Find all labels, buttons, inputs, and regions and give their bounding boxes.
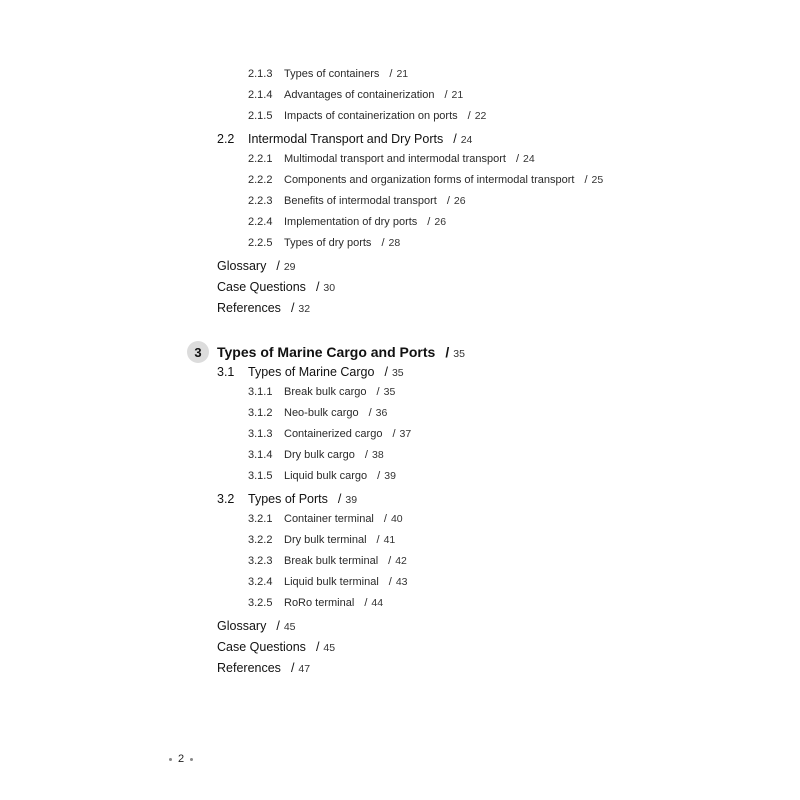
toc-entry[interactable]: 2.1.4 Advantages of containerization / 21 (248, 89, 464, 101)
section-title: Intermodal Transport and Dry Ports (248, 132, 444, 146)
toc-entry[interactable]: 2.1.3 Types of containers / 21 (248, 68, 409, 80)
entry-number: 2.2.4 (248, 216, 273, 228)
section-page: 39 (345, 494, 358, 506)
toc-entry[interactable]: 2.2.4 Implementation of dry ports / 26 (248, 216, 447, 228)
section-number: 3.2 (217, 492, 235, 506)
entry-number: 2.2.5 (248, 237, 273, 249)
entry-page: 45 (283, 621, 296, 633)
entry-number: 3.2.3 (248, 555, 273, 567)
toc-misc-entry[interactable]: Glossary / 45 (217, 619, 296, 633)
entry-title: Types of containers (284, 68, 380, 80)
entry-page: 26 (434, 216, 447, 228)
entry-page: 44 (371, 597, 384, 609)
section-title: Types of Ports (248, 492, 328, 506)
toc-chapter[interactable]: Types of Marine Cargo and Ports / 35 (217, 344, 465, 360)
entry-title: Dry bulk cargo (284, 449, 355, 461)
toc-misc-entry[interactable]: Case Questions / 30 (217, 280, 336, 294)
entry-page: 21 (451, 89, 464, 101)
entry-number: 2.2.2 (248, 174, 273, 186)
toc-entry[interactable]: 3.2.5 RoRo terminal / 44 (248, 597, 384, 609)
entry-page: 45 (323, 642, 336, 654)
toc-section[interactable]: 2.2 Intermodal Transport and Dry Ports / 24 (217, 132, 473, 146)
entry-number: 3.2.5 (248, 597, 273, 609)
page-footer (163, 753, 199, 765)
toc-misc-entry[interactable]: References / 32 (217, 301, 311, 315)
toc-section[interactable]: 3.2 Types of Ports / 39 (217, 492, 358, 506)
entry-title: Glossary (217, 259, 267, 273)
footer-dot-right (190, 758, 193, 761)
section-page: 24 (460, 134, 473, 146)
toc-entry[interactable]: 2.2.3 Benefits of intermodal transport / 26 (248, 195, 466, 207)
entry-title: References (217, 301, 281, 315)
entry-title: Dry bulk terminal (284, 534, 367, 546)
toc-entry[interactable]: 3.1.5 Liquid bulk cargo / 39 (248, 470, 396, 482)
toc-misc-entry[interactable]: Glossary / 29 (217, 259, 296, 273)
entry-title: RoRo terminal (284, 597, 355, 609)
section-page: 35 (391, 367, 404, 379)
entry-title: Liquid bulk cargo (284, 470, 368, 482)
entry-number: 2.2.1 (248, 153, 273, 165)
entry-number: 3.1.1 (248, 386, 273, 398)
toc-entry[interactable]: 3.2.4 Liquid bulk terminal / 43 (248, 576, 408, 588)
entry-title: Case Questions (217, 640, 306, 654)
entry-page: 42 (395, 555, 407, 567)
entry-title: Liquid bulk terminal (284, 576, 379, 588)
toc-entry[interactable]: 2.1.5 Impacts of containerization on ports / 22 (248, 110, 487, 122)
entry-page: 32 (298, 303, 311, 315)
entry-page: 41 (383, 534, 396, 546)
toc-misc-entry[interactable]: References / 47 (217, 661, 311, 675)
entry-title: Break bulk cargo (284, 386, 367, 398)
toc-entry[interactable]: 2.2.1 Multimodal transport and intermodal transport / 24 (248, 153, 535, 165)
entry-title: Implementation of dry ports (284, 216, 418, 228)
footer-page-number: 2 (178, 753, 185, 765)
entry-page: 37 (399, 428, 412, 440)
entry-number: 3.1.5 (248, 470, 273, 482)
entry-number: 2.1.4 (248, 89, 273, 101)
entry-title: Glossary (217, 619, 267, 633)
chapter-title: Types of Marine Cargo and Ports (217, 344, 436, 360)
toc-entry[interactable]: 2.2.5 Types of dry ports / 28 (248, 237, 401, 249)
chapter-page: 35 (453, 348, 465, 360)
entry-title: Container terminal (284, 513, 374, 525)
entry-page: 43 (395, 576, 408, 588)
toc-entry[interactable]: 3.1.4 Dry bulk cargo / 38 (248, 449, 384, 461)
entry-number: 3.2.4 (248, 576, 273, 588)
entry-title: Impacts of containerization on ports (284, 110, 458, 122)
entry-page: 36 (375, 407, 388, 419)
toc-entry[interactable]: 3.1.1 Break bulk cargo / 35 (248, 386, 396, 398)
toc-entry[interactable]: 3.1.2 Neo-bulk cargo / 36 (248, 407, 388, 419)
toc-entry[interactable]: 3.2.3 Break bulk terminal / 42 (248, 555, 407, 567)
entry-number: 2.1.5 (248, 110, 273, 122)
entry-title: Neo-bulk cargo (284, 407, 359, 419)
entry-page: 39 (384, 470, 396, 482)
entry-page: 25 (591, 174, 604, 186)
section-title: Types of Marine Cargo (248, 365, 375, 379)
entry-page: 38 (371, 449, 384, 461)
entry-title: Case Questions (217, 280, 306, 294)
entry-number: 3.1.3 (248, 428, 273, 440)
entry-page: 26 (453, 195, 466, 207)
entry-title: Benefits of intermodal transport (284, 195, 437, 207)
entry-title: Break bulk terminal (284, 555, 379, 567)
entry-page: 40 (390, 513, 403, 525)
entry-page: 30 (323, 282, 336, 294)
entry-page: 35 (383, 386, 396, 398)
entry-number: 3.2.1 (248, 513, 273, 525)
toc-section[interactable]: 3.1 Types of Marine Cargo / 35 (217, 365, 404, 379)
footer-dot-left (169, 758, 172, 761)
entry-number: 3.1.4 (248, 449, 273, 461)
toc-entry[interactable]: 3.2.1 Container terminal / 40 (248, 513, 403, 525)
entry-page: 22 (474, 110, 487, 122)
entry-number: 3.1.2 (248, 407, 273, 419)
toc-entry[interactable]: 2.2.2 Components and organization forms of intermodal transport / 25 (248, 174, 604, 186)
section-number: 2.2 (217, 132, 235, 146)
entry-page: 28 (388, 237, 401, 249)
entry-page: 21 (396, 68, 409, 80)
entry-number: 2.1.3 (248, 68, 273, 80)
entry-title: Multimodal transport and intermodal transport (284, 153, 506, 165)
entry-title: Advantages of containerization (284, 89, 435, 101)
toc-entry[interactable]: 3.1.3 Containerized cargo / 37 (248, 428, 412, 440)
entry-number: 3.2.2 (248, 534, 273, 546)
chapter-number-badge: 3 (187, 341, 209, 363)
entry-number: 2.2.3 (248, 195, 273, 207)
entry-page: 29 (283, 261, 296, 273)
toc-misc-entry[interactable]: Case Questions / 45 (217, 640, 336, 654)
entry-title: Containerized cargo (284, 428, 383, 440)
entry-title: Components and organization forms of intermodal transport (284, 174, 575, 186)
entry-title: References (217, 661, 281, 675)
entry-title: Types of dry ports (284, 237, 372, 249)
entry-page: 24 (523, 153, 535, 165)
section-number: 3.1 (217, 365, 235, 379)
entry-page: 47 (298, 663, 311, 675)
toc-entry[interactable]: 3.2.2 Dry bulk terminal / 41 (248, 534, 396, 546)
